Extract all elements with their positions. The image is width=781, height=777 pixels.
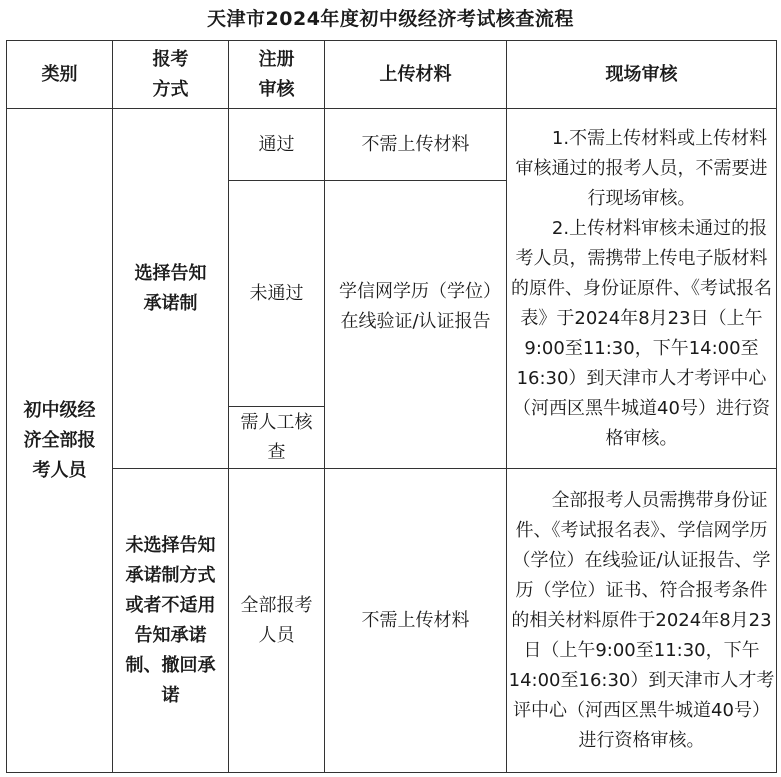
upload-verification-cell: 学信网学历（学位）在线验证/认证报告 bbox=[325, 181, 507, 469]
upload-not-required-cell: 不需上传材料 bbox=[325, 109, 507, 181]
onsite-commitment-cell bbox=[507, 109, 777, 469]
header-registration: 注册 审核 bbox=[229, 41, 325, 109]
header-method: 报考 方式 bbox=[113, 41, 229, 109]
onsite-no-commitment-cell bbox=[507, 469, 777, 773]
registration-manual-cell: 需人工核查 bbox=[229, 407, 325, 469]
onsite-paragraph: 1.不需上传材料或上传材料审核通过的报考人员，不需要进行现场审核。 bbox=[515, 127, 768, 209]
method-commitment-cell: 选择告知承诺制 bbox=[113, 109, 229, 469]
category-cell: 初中级经济全部报考人员 bbox=[7, 109, 113, 773]
review-process-table bbox=[6, 40, 777, 773]
table-row bbox=[7, 469, 777, 773]
page-title: 天津市2024年度初中级经济考试核查流程 bbox=[207, 8, 574, 30]
registration-all-cell: 全部报考人员 bbox=[229, 469, 325, 773]
header-onsite: 现场审核 bbox=[507, 41, 777, 109]
header-upload: 上传材料 bbox=[325, 41, 507, 109]
upload-not-required-cell-2: 不需上传材料 bbox=[325, 469, 507, 773]
table-row bbox=[7, 109, 777, 181]
header-category: 类别 bbox=[7, 41, 113, 109]
onsite-paragraph: 2.上传材料审核未通过的报考人员，需携带上传电子版材料的原件、身份证原件、《考试报名表》于2024年8月23日（上午9:00至11:30，下午14:00至16:30）到天津市人才考评中心（河西区黑牛城道40号）进行资格审核。 bbox=[511, 217, 772, 449]
registration-pass-cell: 通过 bbox=[229, 109, 325, 181]
registration-fail-cell: 未通过 bbox=[229, 181, 325, 407]
onsite-paragraph: 全部报考人员需携带身份证件、《考试报名表》、学信网学历（学位）在线验证/认证报告、学历（学位）证书、符合报考条件的相关材料原件于2024年8月23日（上午9:00至11:30，下午14:00至16:30）到天津市人才考评中心（河西区黑牛城道40号）进行资格审核。 bbox=[508, 489, 775, 751]
table-header-row bbox=[7, 41, 777, 109]
method-no-commitment-cell: 未选择告知承诺制方式或者不适用告知承诺制、撤回承诺 bbox=[113, 469, 229, 773]
